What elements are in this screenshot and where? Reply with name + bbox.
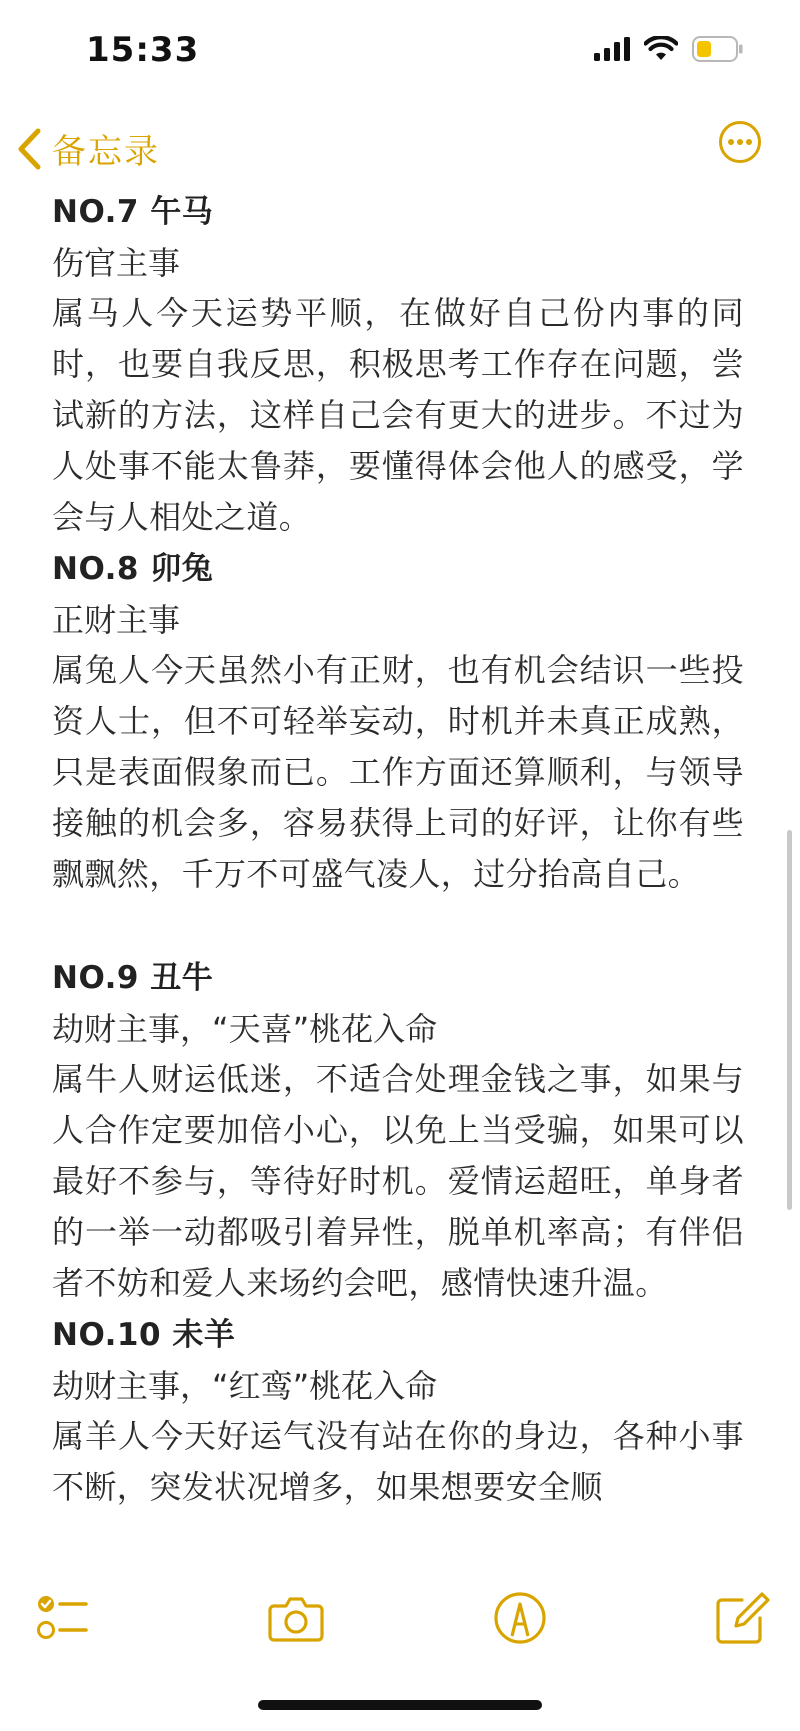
status-icons [594, 36, 744, 62]
entry-heading: NO.8 卯兔 [52, 551, 214, 587]
home-indicator[interactable] [258, 1700, 542, 1710]
back-label: 备忘录 [52, 132, 160, 172]
entry-heading: NO.9 丑牛 [52, 960, 214, 996]
entry-body: 属羊人今天好运气没有站在你的身边，各种小事不断，突发状况增多，如果想要安全顺 [52, 1417, 744, 1506]
blank-line [52, 900, 744, 952]
entry-subtitle: 伤官主事 [52, 244, 181, 282]
entry-subtitle: 劫财主事，“天喜”桃花入命 [52, 1010, 438, 1048]
back-button[interactable] [16, 124, 160, 173]
status-bar [0, 0, 800, 110]
compose-icon[interactable] [712, 1590, 772, 1646]
wifi-icon [644, 36, 678, 62]
entry-heading: NO.7 午马 [52, 194, 214, 230]
chevron-left-icon [16, 128, 42, 170]
note-body[interactable] [52, 186, 744, 1566]
more-options-icon[interactable] [718, 120, 762, 164]
battery-low-icon [692, 36, 744, 62]
cellular-signal-icon [594, 37, 630, 61]
status-time: 15:33 [86, 30, 200, 70]
entry-heading: NO.10 未羊 [52, 1317, 236, 1353]
entry-body: 属牛人财运低迷，不适合处理金钱之事，如果与人合作定要加倍小心，以免上当受骗，如果可以最好不参与，等待好时机。爱情运超旺，单身者的一举一动都吸引着异性，脱单机率高；有伴侣者不妨和爱人来场约会吧，感情快速升温。 [52, 1060, 744, 1302]
camera-icon[interactable] [266, 1590, 326, 1646]
scroll-indicator[interactable] [787, 830, 792, 1210]
entry-subtitle: 劫财主事，“红鸾”桃花入命 [52, 1367, 438, 1405]
markup-pen-icon[interactable] [490, 1590, 550, 1646]
entry-goat [52, 1309, 744, 1513]
nav-bar [0, 110, 800, 190]
entry-subtitle: 正财主事 [52, 601, 181, 639]
entry-body: 属马人今天运势平顺，在做好自己份内事的同时，也要自我反思，积极思考工作存在问题，尝试新的方法，这样自己会有更大的进步。不过为人处事不能太鲁莽，要懂得体会他人的感受，学会与人相处之道。 [52, 294, 744, 536]
checklist-icon[interactable] [34, 1590, 94, 1646]
entry-rabbit [52, 543, 744, 900]
entry-body: 属兔人今天虽然小有正财，也有机会结识一些投资人士，但不可轻举妄动，时机并未真正成熟，只是表面假象而已。工作方面还算顺利，与领导接触的机会多，容易获得上司的好评，让你有些飘飘然，千万不可盛气凌人，过分抬高自己。 [52, 651, 744, 893]
entry-ox [52, 952, 744, 1309]
entry-horse [52, 186, 744, 543]
